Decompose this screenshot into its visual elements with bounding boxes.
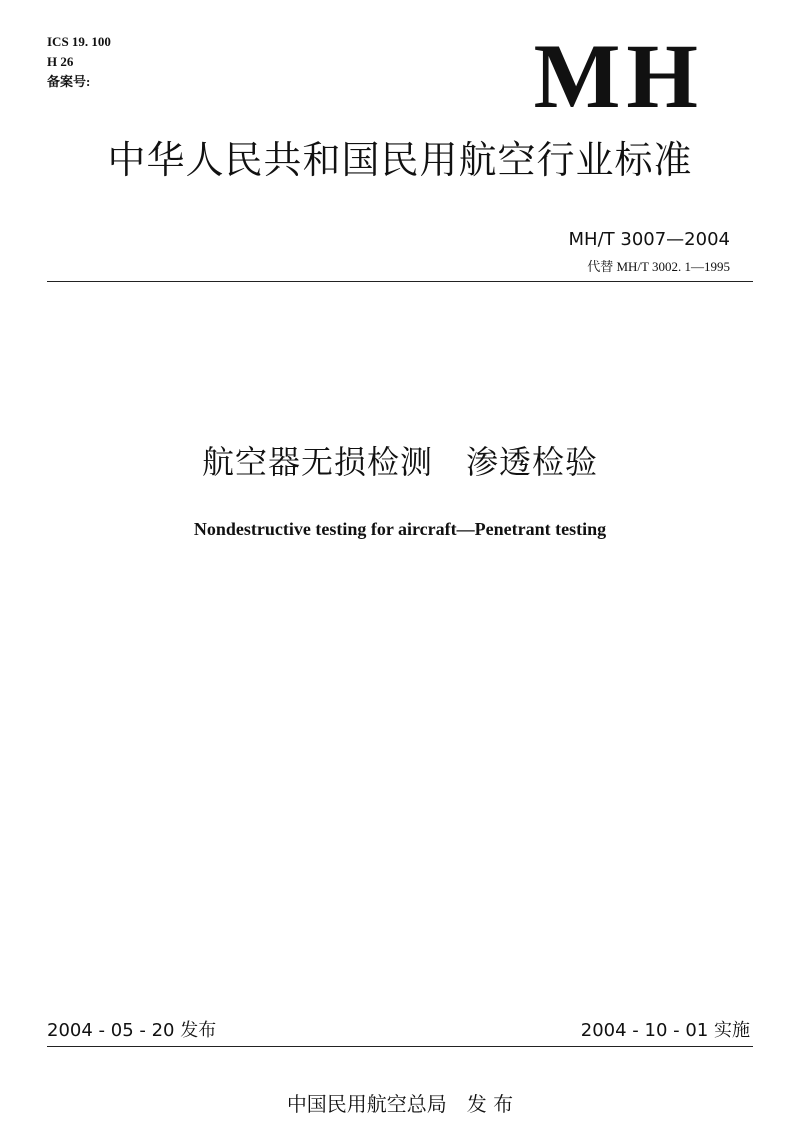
ics-code: ICS 19. 100	[47, 34, 111, 49]
classification-code: H 26	[47, 54, 74, 69]
standard-code: MH/T 3007—2004	[568, 229, 730, 250]
publisher: 中国民用航空总局 发 布	[286, 1092, 514, 1116]
document-title-cn: 航空器无损检测 渗透检验	[201, 443, 598, 481]
issue-date: 2004 - 05 - 20 发布	[47, 1020, 217, 1041]
implementation-date: 2004 - 10 - 01 实施	[580, 1020, 750, 1041]
document-title-en: Nondestructive testing for aircraft—Penetrant testing	[193, 519, 607, 539]
top-divider	[47, 281, 753, 282]
replaces-standard: 代替 MH/T 3002. 1—1995	[587, 259, 730, 274]
header-metadata	[47, 32, 111, 92]
filing-number-label: 备案号:	[47, 74, 91, 89]
mh-logo: MH	[533, 25, 704, 127]
bottom-divider	[47, 1046, 753, 1047]
standard-category-title: 中华人民共和国民用航空行业标准	[107, 138, 693, 182]
